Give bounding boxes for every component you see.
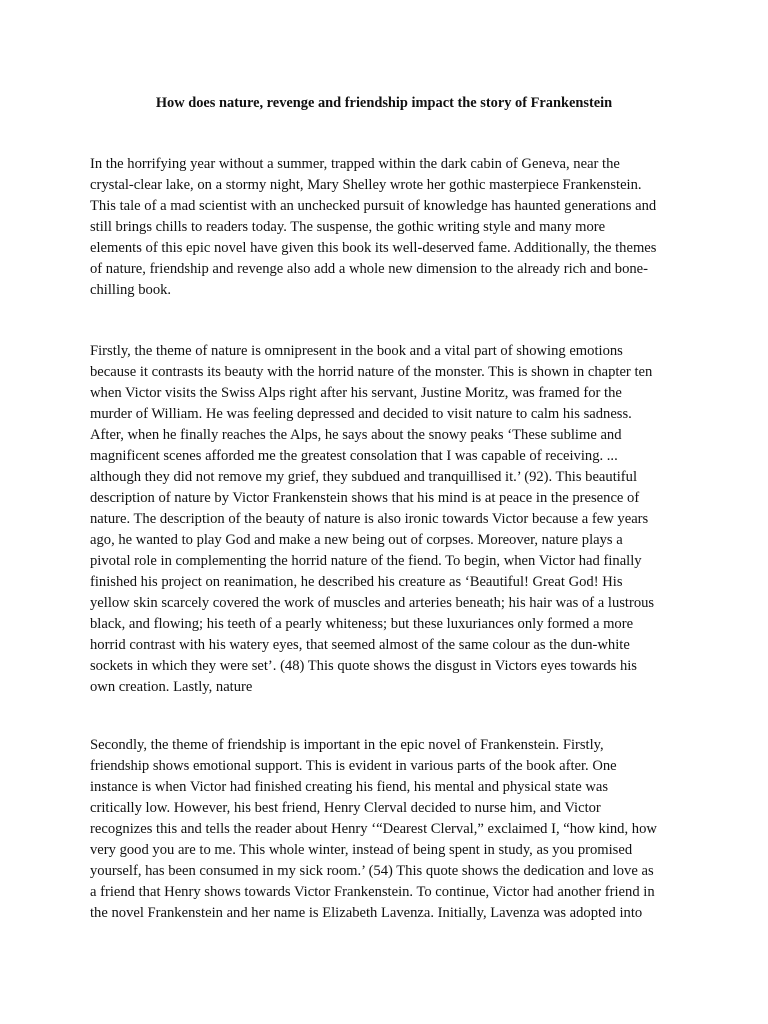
paragraph-line: own creation. Lastly, nature [90, 679, 253, 695]
paragraph-line: pivotal role in complementing the horrid nature of the fiend. To begin, when Victor had finally [90, 553, 642, 569]
paragraph-line: chilling book. [90, 282, 172, 298]
paragraph-line: magnificent scenes afforded me the greatest consolation that I was capable of receiving. ... [90, 448, 618, 464]
paragraph-line: sockets in which they were set’. (48) This quote shows the disgust in Victors eyes towards his [90, 658, 637, 674]
paragraph-line: yourself, has been consumed in my sick room.’ (54) This quote shows the dedication and love as [90, 863, 654, 879]
paragraph-line: when Victor visits the Swiss Alps right after his servant, Justine Moritz, was framed for the [90, 385, 622, 401]
paragraph-line: still brings chills to readers today. The suspense, the gothic writing style and many more [90, 219, 606, 235]
paragraph-line: This tale of a mad scientist with an unchecked pursuit of knowledge has haunted generations and [90, 198, 657, 214]
paragraph-line: horrid contrast with his watery eyes, that seemed almost of the same colour as the dun-white [90, 637, 630, 653]
paragraph-line: although they did not remove my grief, they subdued and tranquillised it.’ (92). This beautiful [90, 469, 638, 485]
paragraph-line: elements of this epic novel have given this book its well-deserved fame. Additionally, the themes [90, 240, 657, 256]
paragraph-line: black, and flowing; his teeth of a pearly whiteness; but these luxuriances only formed a more [90, 616, 634, 632]
paragraph-line: nature. The description of the beauty of nature is also ironic towards Victor because a few years [90, 511, 649, 527]
paragraph-line: of nature, friendship and revenge also add a whole new dimension to the already rich and bone- [90, 261, 649, 277]
paragraph-line: ago, he wanted to play God and make a new being out of corpses. Moreover, nature plays a [90, 532, 623, 548]
paragraph-line: murder of William. He was feeling depressed and decided to visit nature to calm his sadness. [90, 406, 632, 422]
paragraph-line: instance is when Victor had finished creating his fiend, his mental and physical state was [90, 779, 609, 795]
paragraph-line: yellow skin scarcely covered the work of muscles and arteries beneath; his hair was of a lustrous [90, 595, 655, 611]
paragraph-line: After, when he finally reaches the Alps, he says about the snowy peaks ‘These sublime and [90, 427, 622, 443]
paragraph-line: description of nature by Victor Frankenstein shows that his mind is at peace in the presence of [90, 490, 640, 506]
document-title: How does nature, revenge and friendship impact the story of Frankenstein [155, 95, 613, 111]
paragraph-line: recognizes this and tells the reader about Henry ‘“Dearest Clerval,” exclaimed I, “how kind, how [90, 821, 657, 837]
paragraph-line: friendship shows emotional support. This is evident in various parts of the book after. One [90, 758, 617, 774]
paragraph-line: because it contrasts its beauty with the horrid nature of the monster. This is shown in chapter ten [90, 364, 653, 380]
paragraph-line: the novel Frankenstein and her name is Elizabeth Lavenza. Initially, Lavenza was adopted into [90, 905, 643, 921]
paragraph-friendship [90, 735, 730, 924]
paragraph-line: crystal-clear lake, on a stormy night, Mary Shelley wrote her gothic masterpiece Frankenstein. [90, 177, 642, 193]
paragraph-line: very good you are to me. This whole winter, instead of being spent in study, as you promised [90, 842, 633, 858]
paragraph-introduction [90, 154, 730, 301]
paragraph-line: a friend that Henry shows towards Victor Frankenstein. To continue, Victor had another friend in [90, 884, 655, 900]
paragraph-line: Secondly, the theme of friendship is important in the epic novel of Frankenstein. Firstly, [90, 737, 604, 753]
paragraph-nature [90, 341, 730, 698]
paragraph-line: finished his project on reanimation, he described his creature as ‘Beautiful! Great God! His [90, 574, 623, 590]
paragraph-line: In the horrifying year without a summer, trapped within the dark cabin of Geneva, near the [90, 156, 620, 172]
paragraph-line: critically low. However, his best friend, Henry Clerval decided to nurse him, and Victor [90, 800, 601, 816]
paragraph-line: Firstly, the theme of nature is omnipresent in the book and a vital part of showing emotions [90, 343, 623, 359]
